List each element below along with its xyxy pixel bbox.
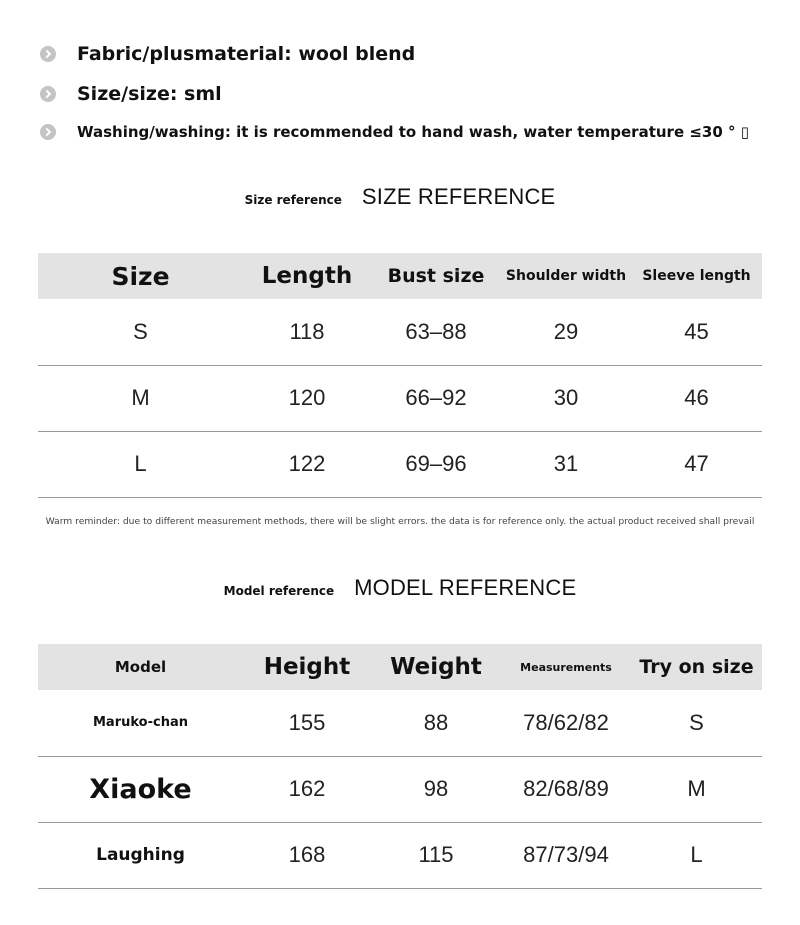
cell-length: 122 — [243, 431, 371, 497]
size-text: Size/size: sml — [77, 83, 222, 105]
check-circle-icon — [40, 124, 56, 140]
size-reference-small-title: Size reference — [244, 193, 342, 207]
cell-model-name: Laughing — [38, 822, 243, 888]
bust-header: Bust size — [371, 253, 501, 299]
model-reference-title — [0, 575, 800, 601]
shoulder-header: Shoulder width — [501, 253, 631, 299]
model-table — [38, 644, 762, 889]
size-info — [40, 83, 222, 105]
cell-length: 120 — [243, 365, 371, 431]
model-reference-big-title: MODEL REFERENCE — [354, 575, 577, 600]
model-reference-small-title: Model reference — [223, 584, 335, 598]
cell-bust: 63–88 — [371, 299, 501, 365]
cell-model-name: Xiaoke — [38, 756, 243, 822]
size-table — [38, 253, 762, 498]
cell-size: M — [38, 365, 243, 431]
cell-measurements: 82/68/89 — [501, 756, 631, 822]
cell-size: S — [38, 299, 243, 365]
cell-height: 155 — [243, 690, 371, 756]
size-header: Size — [38, 253, 243, 299]
cell-measurements: 78/62/82 — [501, 690, 631, 756]
size-table-header — [38, 253, 762, 299]
size-reference-big-title: SIZE REFERENCE — [361, 184, 556, 209]
try-on-size-header: Try on size — [631, 644, 762, 690]
table-row — [38, 299, 762, 365]
fabric-info — [40, 43, 415, 65]
cell-measurements: 87/73/94 — [501, 822, 631, 888]
cell-length: 118 — [243, 299, 371, 365]
cell-try-on-size: S — [631, 690, 762, 756]
cell-size: L — [38, 431, 243, 497]
table-row — [38, 690, 762, 756]
cell-weight: 88 — [371, 690, 501, 756]
model-header: Model — [38, 644, 243, 690]
size-reference-title — [0, 184, 800, 210]
washing-text: Washing/washing: it is recommended to hand wash, water temperature ≤30 ° ▯ — [77, 123, 749, 141]
measurements-header: Measurements — [501, 644, 631, 690]
cell-try-on-size: L — [631, 822, 762, 888]
length-header: Length — [243, 253, 371, 299]
cell-bust: 66–92 — [371, 365, 501, 431]
table-row — [38, 822, 762, 888]
sleeve-header: Sleeve length — [631, 253, 762, 299]
weight-header: Weight — [371, 644, 501, 690]
cell-try-on-size: M — [631, 756, 762, 822]
height-header: Height — [243, 644, 371, 690]
table-row — [38, 431, 762, 497]
table-row — [38, 756, 762, 822]
table-row — [38, 365, 762, 431]
check-circle-icon — [40, 46, 56, 62]
cell-shoulder: 29 — [501, 299, 631, 365]
cell-model-name: Maruko-chan — [38, 690, 243, 756]
washing-info — [40, 123, 749, 141]
cell-sleeve: 46 — [631, 365, 762, 431]
cell-height: 168 — [243, 822, 371, 888]
cell-shoulder: 30 — [501, 365, 631, 431]
cell-weight: 98 — [371, 756, 501, 822]
cell-sleeve: 47 — [631, 431, 762, 497]
cell-weight: 115 — [371, 822, 501, 888]
model-table-header — [38, 644, 762, 690]
cell-sleeve: 45 — [631, 299, 762, 365]
cell-shoulder: 31 — [501, 431, 631, 497]
fabric-text: Fabric/plusmaterial: wool blend — [77, 43, 416, 65]
cell-height: 162 — [243, 756, 371, 822]
warm-reminder: Warm reminder: due to different measurement methods, there will be slight errors. the data is for reference only. the actual product received shall prevail — [45, 516, 755, 527]
check-circle-icon — [40, 86, 56, 102]
cell-bust: 69–96 — [371, 431, 501, 497]
